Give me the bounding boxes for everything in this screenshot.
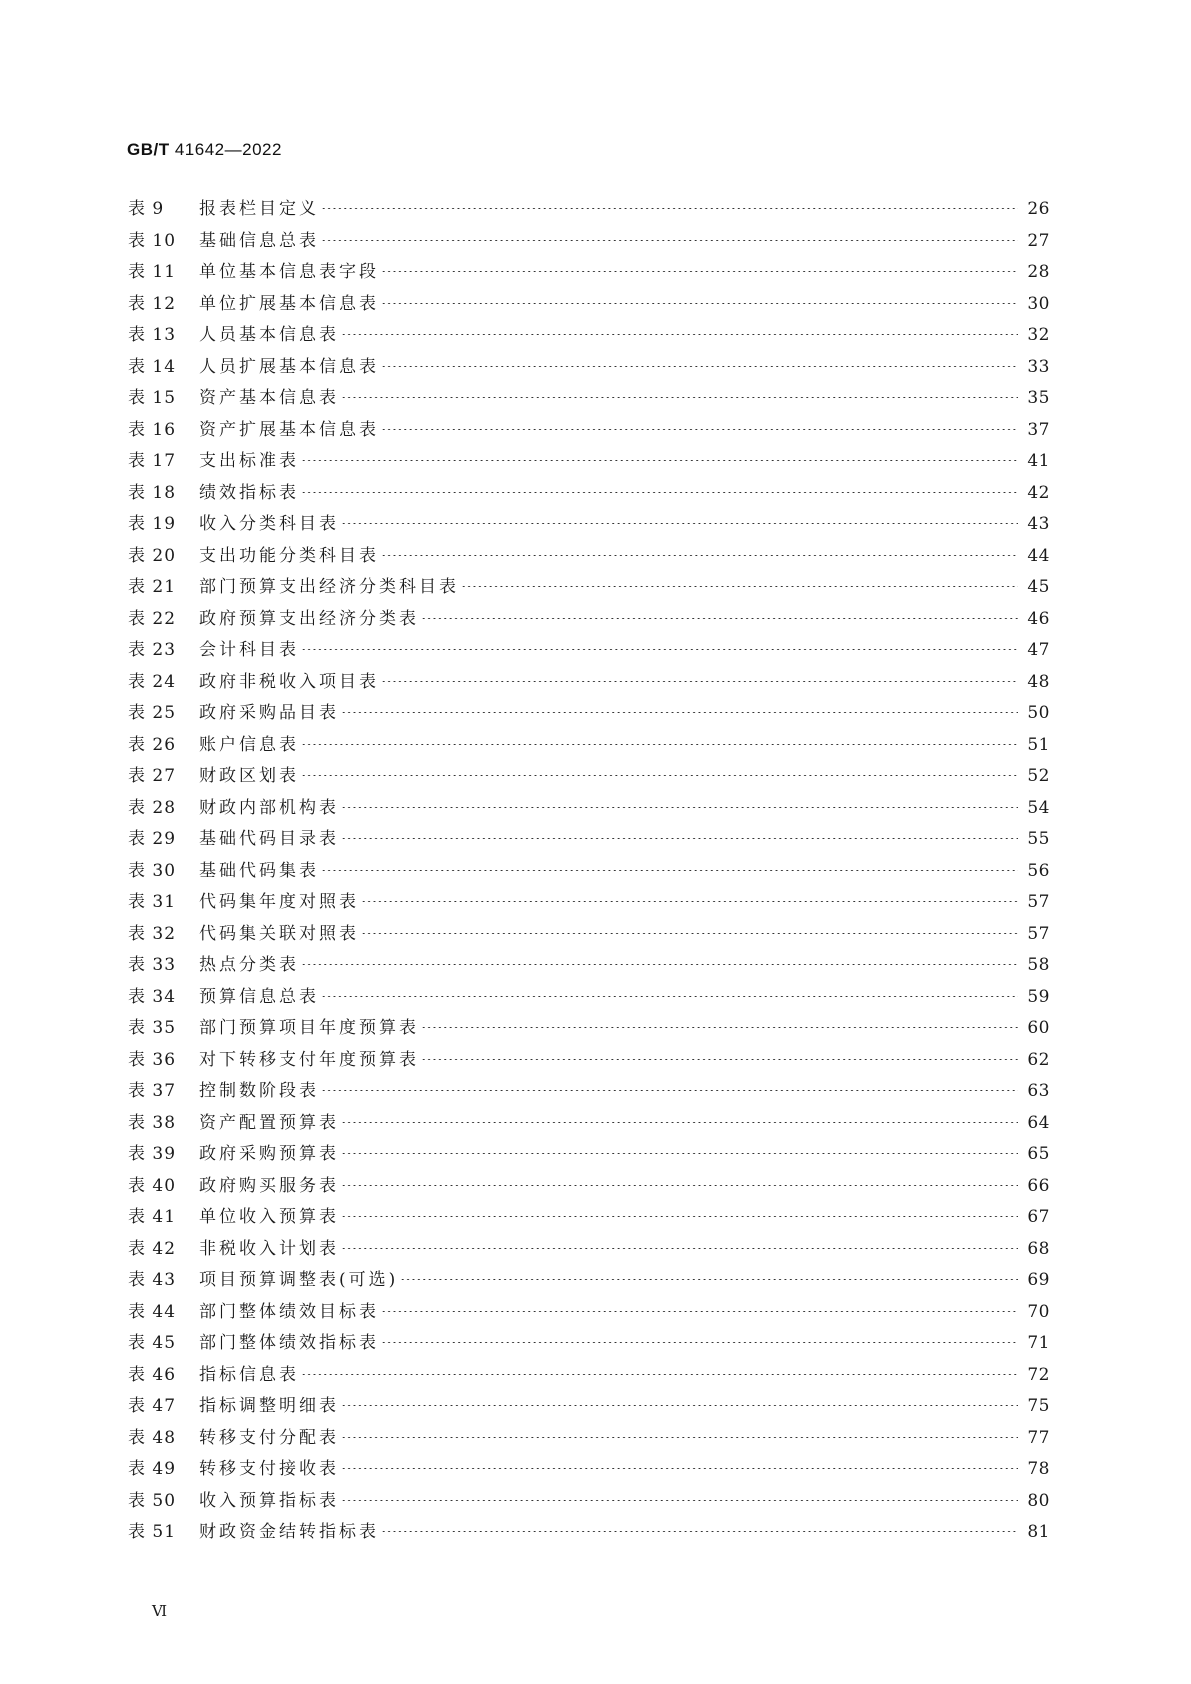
toc-entry-number: 表 15 <box>128 388 177 408</box>
toc-entry-number: 表 31 <box>128 892 177 912</box>
toc-dot-leader <box>301 964 1018 965</box>
toc-entry-page: 48 <box>1027 671 1050 692</box>
toc-entry-page: 75 <box>1027 1396 1050 1416</box>
toc-entry[interactable] <box>128 1265 1050 1297</box>
toc-entry[interactable] <box>128 352 1050 384</box>
toc-entry-number: 表 18 <box>128 482 177 503</box>
toc-entry-page: 46 <box>1027 608 1050 629</box>
toc-entry-page: 51 <box>1027 734 1050 755</box>
toc-entry[interactable] <box>128 730 1050 762</box>
toc-entry-number: 表 47 <box>128 1396 177 1416</box>
toc-entry-page: 71 <box>1027 1333 1050 1353</box>
toc-dot-leader <box>381 366 1018 367</box>
toc-entry-title: 财政区划表 <box>199 766 299 786</box>
toc-entry-page: 44 <box>1027 545 1050 566</box>
toc-dot-leader <box>341 712 1018 713</box>
toc-entry-page: 72 <box>1027 1364 1050 1385</box>
toc-entry-page: 55 <box>1027 829 1050 849</box>
toc-entry-page: 59 <box>1027 986 1050 1007</box>
toc-entry-number: 表 19 <box>128 514 177 534</box>
toc-entry[interactable] <box>128 1045 1050 1077</box>
toc-dot-leader <box>321 240 1018 241</box>
toc-entry-number: 表 27 <box>128 766 177 786</box>
toc-dot-leader <box>341 1437 1018 1438</box>
toc-entry[interactable] <box>128 1139 1050 1171</box>
toc-entry-title: 转移支付分配表 <box>199 1427 339 1448</box>
toc-entry-page: 37 <box>1027 419 1050 440</box>
toc-entry[interactable] <box>128 856 1050 888</box>
toc-entry[interactable] <box>128 1108 1050 1140</box>
page-number: Ⅵ <box>152 1602 169 1620</box>
toc-entry-number: 表 39 <box>128 1144 177 1164</box>
toc-entry-title: 单位扩展基本信息表 <box>199 293 379 314</box>
toc-entry[interactable] <box>128 1391 1050 1423</box>
toc-entry-number: 表 34 <box>128 986 177 1007</box>
toc-entry-page: 80 <box>1027 1490 1050 1511</box>
toc-entry-page: 50 <box>1027 703 1050 723</box>
toc-entry-page: 52 <box>1027 766 1050 786</box>
toc-entry-page: 56 <box>1027 860 1050 881</box>
toc-entry-title: 资产扩展基本信息表 <box>199 419 379 440</box>
toc-entry-title: 资产配置预算表 <box>199 1112 339 1133</box>
toc-entry-title: 报表栏目定义 <box>199 199 319 219</box>
toc-dot-leader <box>381 303 1018 304</box>
toc-entry-number: 表 28 <box>128 797 177 818</box>
toc-entry-page: 43 <box>1027 514 1050 534</box>
toc-entry-number: 表 49 <box>128 1459 177 1479</box>
toc-entry-number: 表 12 <box>128 293 177 314</box>
toc-entry[interactable] <box>128 478 1050 510</box>
toc-entry-title: 部门预算项目年度预算表 <box>199 1018 419 1038</box>
toc-entry-number: 表 25 <box>128 703 177 723</box>
toc-entry[interactable] <box>128 604 1050 636</box>
toc-entry[interactable] <box>128 194 1050 226</box>
toc-entry-number: 表 44 <box>128 1301 177 1322</box>
toc-entry[interactable] <box>128 982 1050 1014</box>
toc-entry[interactable] <box>128 257 1050 289</box>
toc-entry-page: 33 <box>1027 356 1050 377</box>
toc-entry-page: 57 <box>1027 892 1050 912</box>
toc-entry-page: 41 <box>1027 451 1050 471</box>
toc-entry[interactable] <box>128 1171 1050 1203</box>
toc-entry-page: 45 <box>1027 577 1050 597</box>
toc-entry-title: 人员扩展基本信息表 <box>199 356 379 377</box>
toc-entry-title: 控制数阶段表 <box>199 1081 319 1101</box>
toc-entry[interactable] <box>128 446 1050 478</box>
toc-entry-number: 表 29 <box>128 829 177 849</box>
toc-entry-title: 预算信息总表 <box>199 986 319 1007</box>
toc-entry[interactable] <box>128 509 1050 541</box>
toc-entry-number: 表 50 <box>128 1490 177 1511</box>
toc-entry[interactable] <box>128 950 1050 982</box>
toc-entry[interactable] <box>128 919 1050 951</box>
toc-entry-title: 部门整体绩效目标表 <box>199 1301 379 1322</box>
toc-entry-page: 68 <box>1027 1238 1050 1259</box>
toc-entry-title: 收入预算指标表 <box>199 1490 339 1511</box>
toc-dot-leader <box>341 1468 1018 1469</box>
toc-entry-page: 65 <box>1027 1144 1050 1164</box>
toc-entry-title: 会计科目表 <box>199 640 299 660</box>
toc-dot-leader <box>381 681 1018 682</box>
toc-dot-leader <box>301 1374 1018 1375</box>
toc-entry[interactable] <box>128 1423 1050 1455</box>
toc-entry[interactable] <box>128 1202 1050 1234</box>
toc-entry-title: 人员基本信息表 <box>199 325 339 345</box>
toc-entry-number: 表 23 <box>128 640 177 660</box>
toc-dot-leader <box>381 1342 1018 1343</box>
toc-entry-title: 政府采购预算表 <box>199 1144 339 1164</box>
toc-dot-leader <box>421 618 1018 619</box>
toc-entry[interactable] <box>128 289 1050 321</box>
toc-entry-number: 表 26 <box>128 734 177 755</box>
toc-entry[interactable] <box>128 793 1050 825</box>
toc-dot-leader <box>301 460 1018 461</box>
toc-entry-number: 表 43 <box>128 1270 177 1290</box>
toc-dot-leader <box>301 492 1018 493</box>
toc-entry[interactable] <box>128 824 1050 856</box>
toc-entry-page: 54 <box>1027 797 1050 818</box>
toc-entry-page: 66 <box>1027 1175 1050 1196</box>
toc-entry-page: 64 <box>1027 1112 1050 1133</box>
toc-dot-leader <box>341 397 1018 398</box>
toc-entry[interactable] <box>128 761 1050 793</box>
toc-entry-number: 表 45 <box>128 1333 177 1353</box>
toc-dot-leader <box>381 429 1018 430</box>
toc-entry-title: 收入分类科目表 <box>199 514 339 534</box>
toc-entry-title: 指标信息表 <box>199 1364 299 1385</box>
toc-entry-number: 表 20 <box>128 545 177 566</box>
toc-entry-number: 表 30 <box>128 860 177 881</box>
toc-entry[interactable] <box>128 635 1050 667</box>
toc-entry-title: 单位基本信息表字段 <box>199 262 379 282</box>
toc-entry-number: 表 33 <box>128 955 177 975</box>
toc-dot-leader <box>341 1216 1018 1217</box>
toc-dot-leader <box>381 555 1018 556</box>
toc-dot-leader <box>361 901 1018 902</box>
toc-entry-number: 表 32 <box>128 923 177 944</box>
toc-dot-leader <box>321 996 1018 997</box>
toc-dot-leader <box>341 1248 1018 1249</box>
toc-entry-number: 表 11 <box>128 262 177 282</box>
toc-entry-title: 部门预算支出经济分类科目表 <box>199 577 459 597</box>
toc-entry-title: 代码集关联对照表 <box>199 923 359 944</box>
toc-dot-leader <box>381 1531 1018 1532</box>
toc-entry-number: 表 10 <box>128 230 177 251</box>
table-of-contents <box>128 194 1050 1549</box>
toc-entry[interactable] <box>128 1297 1050 1329</box>
toc-entry[interactable] <box>128 1076 1050 1108</box>
toc-entry[interactable] <box>128 667 1050 699</box>
toc-dot-leader <box>381 1311 1018 1312</box>
toc-entry-page: 78 <box>1027 1459 1050 1479</box>
toc-dot-leader <box>400 1279 1018 1280</box>
toc-entry-number: 表 41 <box>128 1207 177 1227</box>
toc-entry-number: 表 13 <box>128 325 177 345</box>
toc-entry-number: 表 14 <box>128 356 177 377</box>
toc-dot-leader <box>421 1027 1018 1028</box>
toc-entry-number: 表 38 <box>128 1112 177 1133</box>
toc-entry-page: 63 <box>1027 1081 1050 1101</box>
toc-dot-leader <box>421 1059 1018 1060</box>
toc-entry[interactable] <box>128 887 1050 919</box>
toc-entry-page: 27 <box>1027 230 1050 251</box>
toc-dot-leader <box>341 807 1018 808</box>
toc-entry-page: 77 <box>1027 1427 1050 1448</box>
toc-entry-number: 表 9 <box>128 199 165 219</box>
toc-entry-title: 单位收入预算表 <box>199 1207 339 1227</box>
toc-entry-page: 26 <box>1027 199 1050 219</box>
toc-dot-leader <box>341 1153 1018 1154</box>
toc-entry-page: 32 <box>1027 325 1050 345</box>
toc-entry-title: 热点分类表 <box>199 955 299 975</box>
toc-entry-number: 表 36 <box>128 1049 177 1070</box>
toc-entry[interactable] <box>128 1454 1050 1486</box>
toc-entry-page: 35 <box>1027 388 1050 408</box>
toc-entry-title: 指标调整明细表 <box>199 1396 339 1416</box>
toc-dot-leader <box>341 1185 1018 1186</box>
toc-entry[interactable] <box>128 383 1050 415</box>
toc-entry-page: 60 <box>1027 1018 1050 1038</box>
toc-entry-title: 政府购买服务表 <box>199 1175 339 1196</box>
toc-entry-page: 58 <box>1027 955 1050 975</box>
toc-entry-page: 70 <box>1027 1301 1050 1322</box>
toc-entry-number: 表 51 <box>128 1522 177 1542</box>
toc-entry-page: 42 <box>1027 482 1050 503</box>
toc-entry-title: 对下转移支付年度预算表 <box>199 1049 419 1070</box>
toc-entry[interactable] <box>128 1234 1050 1266</box>
toc-entry-title: 项目预算调整表(可选) <box>199 1270 399 1290</box>
toc-entry[interactable] <box>128 320 1050 352</box>
toc-dot-leader <box>461 586 1018 587</box>
toc-dot-leader <box>301 775 1018 776</box>
toc-dot-leader <box>341 523 1018 524</box>
toc-dot-leader <box>301 744 1018 745</box>
toc-entry-title: 政府预算支出经济分类表 <box>199 608 419 629</box>
toc-entry[interactable] <box>128 1360 1050 1392</box>
toc-entry-number: 表 40 <box>128 1175 177 1196</box>
toc-dot-leader <box>361 933 1018 934</box>
toc-entry[interactable] <box>128 541 1050 573</box>
toc-entry-title: 支出功能分类科目表 <box>199 545 379 566</box>
toc-dot-leader <box>321 870 1018 871</box>
toc-entry-number: 表 16 <box>128 419 177 440</box>
toc-entry[interactable] <box>128 1328 1050 1360</box>
toc-entry-page: 47 <box>1027 640 1050 660</box>
toc-entry-title: 财政资金结转指标表 <box>199 1522 379 1542</box>
toc-entry[interactable] <box>128 1486 1050 1518</box>
toc-entry-title: 非税收入计划表 <box>199 1238 339 1259</box>
toc-dot-leader <box>341 838 1018 839</box>
toc-entry[interactable] <box>128 415 1050 447</box>
toc-entry[interactable] <box>128 1013 1050 1045</box>
toc-entry[interactable] <box>128 1517 1050 1549</box>
toc-dot-leader <box>341 1500 1018 1501</box>
toc-entry-number: 表 42 <box>128 1238 177 1259</box>
standard-code <box>127 140 282 160</box>
toc-entry-title: 基础代码集表 <box>199 860 319 881</box>
toc-entry[interactable] <box>128 572 1050 604</box>
standard-code-prefix: GB/T <box>127 140 170 159</box>
toc-entry-title: 基础信息总表 <box>199 230 319 251</box>
toc-entry-number: 表 48 <box>128 1427 177 1448</box>
toc-entry-page: 62 <box>1027 1049 1050 1070</box>
toc-entry-page: 67 <box>1027 1207 1050 1227</box>
toc-entry-number: 表 21 <box>128 577 177 597</box>
toc-entry-page: 57 <box>1027 923 1050 944</box>
toc-entry-page: 30 <box>1027 293 1050 314</box>
toc-entry-number: 表 17 <box>128 451 177 471</box>
toc-entry-title: 基础代码目录表 <box>199 829 339 849</box>
toc-entry-number: 表 46 <box>128 1364 177 1385</box>
toc-dot-leader <box>381 271 1018 272</box>
toc-entry-number: 表 35 <box>128 1018 177 1038</box>
toc-entry-title: 部门整体绩效指标表 <box>199 1333 379 1353</box>
standard-code-number: 41642—2022 <box>174 140 282 159</box>
toc-dot-leader <box>341 1405 1018 1406</box>
toc-entry-title: 绩效指标表 <box>199 482 299 503</box>
toc-dot-leader <box>301 649 1018 650</box>
toc-dot-leader <box>341 1122 1018 1123</box>
toc-entry[interactable] <box>128 226 1050 258</box>
toc-entry-page: 28 <box>1027 262 1050 282</box>
toc-entry-number: 表 24 <box>128 671 177 692</box>
toc-entry-number: 表 37 <box>128 1081 177 1101</box>
toc-entry-title: 代码集年度对照表 <box>199 892 359 912</box>
toc-entry-title: 资产基本信息表 <box>199 388 339 408</box>
toc-entry-title: 政府采购品目表 <box>199 703 339 723</box>
toc-entry-title: 账户信息表 <box>199 734 299 755</box>
toc-dot-leader <box>341 334 1018 335</box>
toc-entry-title: 支出标准表 <box>199 451 299 471</box>
toc-entry-title: 政府非税收入项目表 <box>199 671 379 692</box>
toc-entry-title: 转移支付接收表 <box>199 1459 339 1479</box>
toc-dot-leader <box>321 208 1018 209</box>
toc-entry-page: 69 <box>1027 1270 1050 1290</box>
toc-dot-leader <box>321 1090 1018 1091</box>
toc-entry-page: 81 <box>1027 1522 1050 1542</box>
toc-entry-number: 表 22 <box>128 608 177 629</box>
toc-entry-title: 财政内部机构表 <box>199 797 339 818</box>
toc-entry[interactable] <box>128 698 1050 730</box>
